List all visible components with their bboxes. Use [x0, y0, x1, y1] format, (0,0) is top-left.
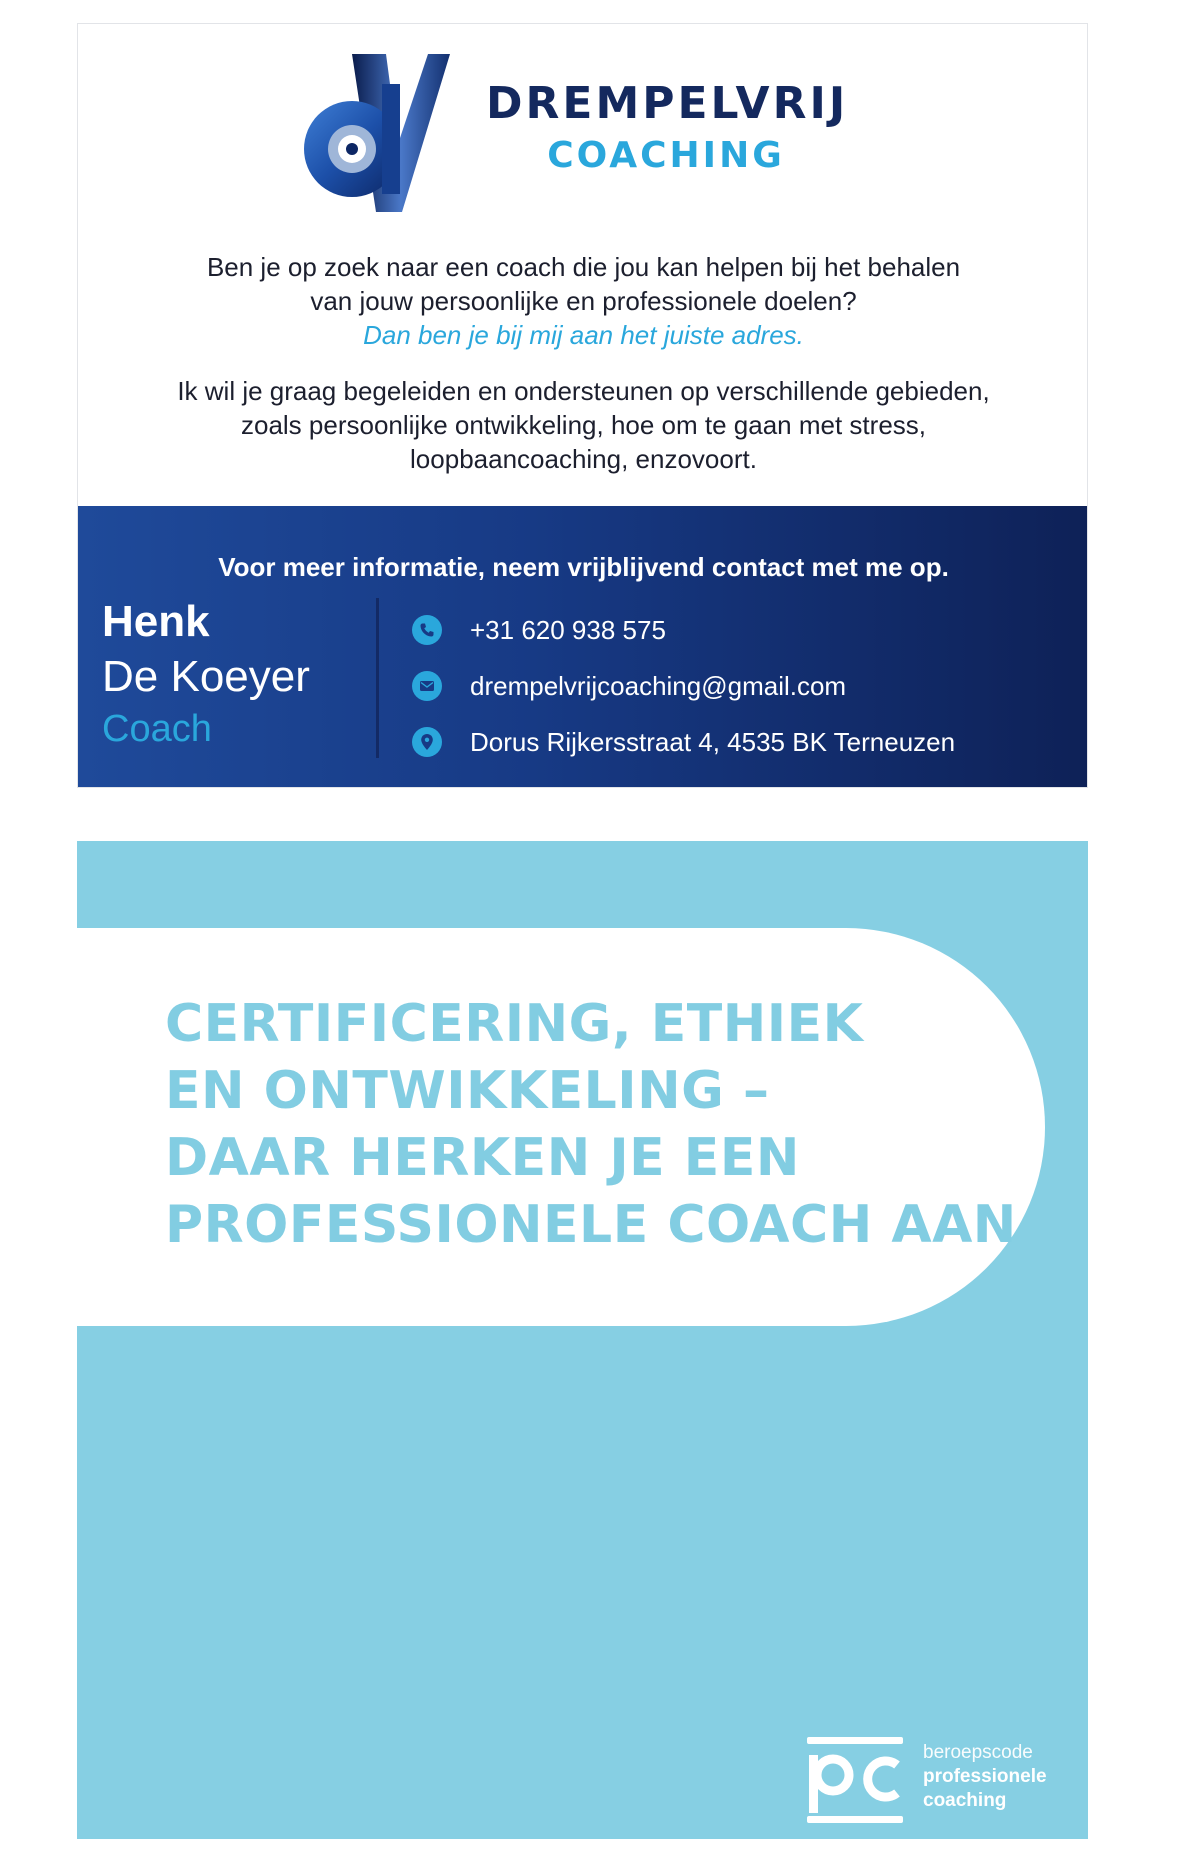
person-role: Coach	[102, 708, 212, 750]
contact-email[interactable]	[412, 658, 955, 714]
poster-title	[165, 991, 1017, 1259]
street-address: Dorus Rijkersstraat 4, 4535 BK Terneuzen	[470, 726, 956, 757]
services-line: loopbaancoaching, enzovoort.	[410, 444, 757, 474]
bpc-logo-line: professionele	[923, 1766, 1047, 1787]
divider	[376, 598, 379, 758]
poster-title-line: EN ONTWIKKELING –	[165, 1061, 770, 1121]
bpc-logo-line: coaching	[923, 1790, 1007, 1811]
mail-icon	[412, 671, 442, 701]
location-pin-icon	[412, 727, 442, 757]
person-last-name: De Koeyer	[102, 652, 310, 701]
email-address: drempelvrijcoaching@gmail.com	[470, 670, 847, 701]
phone-icon	[412, 615, 442, 645]
poster-title-line: CERTIFICERING, ETHIEK	[165, 994, 864, 1054]
contact-phone[interactable]	[412, 602, 955, 658]
intro-line: van jouw persoonlijke en professionele doelen?	[310, 286, 857, 316]
person-first-name: Henk	[102, 597, 210, 646]
business-card	[77, 23, 1088, 788]
contact-heading: Voor meer informatie, neem vrijblijvend contact met me op.	[218, 552, 949, 582]
contact-list	[412, 602, 955, 770]
brand-name: DREMPELVRIJ	[486, 78, 849, 129]
bpc-logo-line: beroepscode	[923, 1742, 1033, 1763]
phone-number: +31 620 938 575	[470, 614, 666, 645]
poster-title-line: PROFESSIONELE COACH AAN	[165, 1195, 1017, 1255]
intro-text	[78, 250, 1088, 476]
contact-address[interactable]	[412, 714, 955, 770]
contact-band	[78, 506, 1088, 788]
bpc-logo-text	[923, 1741, 1047, 1813]
services-paragraph	[78, 374, 1088, 476]
services-line: Ik wil je graag begeleiden en ondersteunen op verschillende gebieden,	[177, 376, 990, 406]
pc-logo-icon	[805, 1737, 905, 1823]
services-line: zoals persoonlijke ontwikkeling, hoe om te gaan met stress,	[240, 410, 926, 440]
poster-title-line: DAAR HERKEN JE EEN	[165, 1128, 800, 1188]
bpc-logo	[805, 1737, 1065, 1827]
brand	[486, 78, 849, 176]
intro-accent: Dan ben je bij mij aan het juiste adres.	[363, 320, 804, 350]
brand-subtitle: COACHING	[547, 135, 785, 176]
poster	[77, 841, 1088, 1839]
dv-logo-icon	[290, 44, 450, 214]
intro-line: Ben je op zoek naar een coach die jou kan helpen bij het behalen	[206, 252, 961, 282]
person-block	[102, 594, 402, 754]
